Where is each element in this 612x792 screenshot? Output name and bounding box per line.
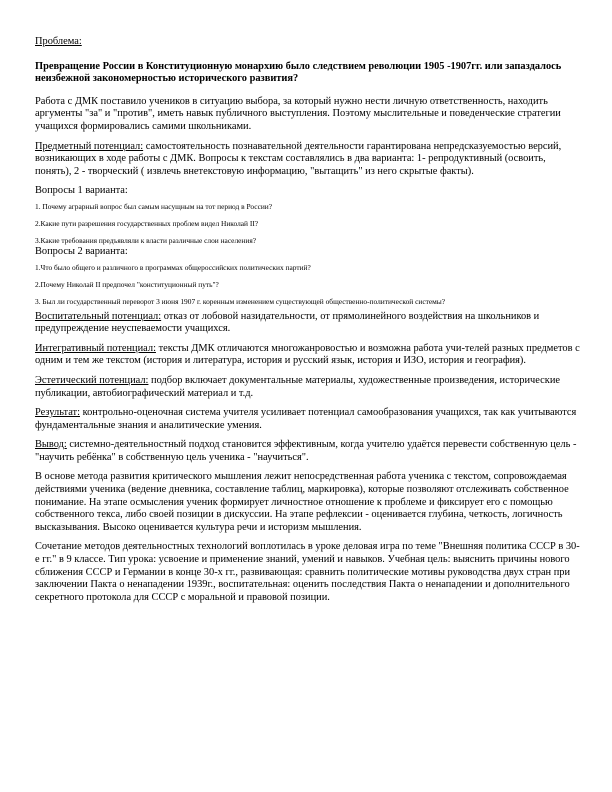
conclusion-text: системно-деятельностный подход становится эффективным, когда учителю удаётся перевести собственную цель - "научить ребёнка" в собственную цель ученика - "научиться". — [35, 439, 577, 463]
integrative-potential-text: тексты ДМК отличаются многожанровостью и возможна работа учи-телей разных предметов с одним и тем же текстом (история и литература, история и русский язык, история и ИЗО, история и география). — [35, 342, 580, 367]
document-page — [35, 36, 580, 611]
educational-potential-paragraph — [35, 311, 580, 336]
critical-thinking-paragraph: В основе метода развития критического мышления лежит непосредственная работа ученика с текстом, сопровождаемая действиями ученика (ведение дневника, составление таблиц, маркировка), которые позволяют отслеживать собственное понимание. На этапе осмысления ученик формирует личностное отношение к проблеме и фиксирует его с помощью собственного текса, либо своей позиции в дискуссии. На этапе рефлексии - оценивается глубина, четкость, логичность высказывания. Высоко оценивается культура речи и историзм мышления. — [35, 471, 569, 533]
result-paragraph — [35, 407, 580, 432]
lesson-paragraph: Сочетание методов деятельностных технологий воплотилась в уроке деловая игра по теме "Внешняя политика СССР в 30-е гг." в 9 классе. Тип урока: усвоение и применение знаний, умений и навыков. Учебная цель: выяснить причины нового сближения СССР и Германии в конце 30-х гг., развивающая: сравнить политические мотивы руководства двух стран при заключении Пакта о ненападении 1939г., воспитательная: оценить последствия Пакта о ненападении и дополнительного секретного протокола для СССР с моральной и правовой позиции. — [35, 541, 580, 603]
aesthetic-potential-label: Эстетический потенциал: — [35, 374, 149, 386]
variant1-question-1: 1. Почему аграрный вопрос был самым насущным на тот период в России? — [35, 201, 273, 211]
conclusion-paragraph — [35, 439, 580, 464]
subject-potential-text: самостоятельность познавательной деятельности гарантирована непредсказуемостью версий, возникающих в ходе работы с ДМК. Вопросы к текстам составлялись в два варианта: 1- репродуктивный (освоить, понять), 2 - творческий ( извлечь внетекстовую информацию, "вытащить" из него скрытые факты). — [35, 140, 562, 177]
educational-potential-text: отказ от лобовой назидательности, от прямолинейного воздействия на школьников и предупреждение неуспеваемости учащихся. — [35, 310, 540, 335]
result-text: контрольно-оценочная система учителя усиливает потенциал самообразования учащихся, так как учитываются фундаментальные знания и аналитические умения. — [35, 407, 577, 431]
integrative-potential-label: Интегративный потенциал: — [35, 342, 156, 354]
variant2-question-1: 1.Что было общего и различного в программах общероссийских политических партий? — [35, 262, 311, 272]
conclusion-label: Вывод: — [35, 439, 67, 451]
variant2-question-2: 2.Почему Николай II предпочел "конституционный путь"? — [35, 279, 219, 289]
educational-potential-label: Воспитательный потенциал: — [35, 310, 162, 322]
problem-heading: Проблема: — [35, 36, 82, 47]
subject-potential-label: Предметный потенциал: — [35, 140, 144, 152]
aesthetic-potential-text: подбор включает документальные материалы, художественные произведения, исторические публикации, автобиографический материал и т.д. — [35, 374, 560, 399]
aesthetic-potential-paragraph — [35, 375, 580, 400]
problem-title: Превращение России в Конституционную монархию было следствием революции 1905 -1907гг. или запаздалось неизбежной закономерностью исторического развития? — [35, 60, 562, 85]
variant1-question-2: 2.Какие пути разрешения государственных проблем видел Николай II? — [35, 218, 259, 228]
integrative-potential-paragraph — [35, 343, 580, 368]
result-label: Результат: — [35, 407, 80, 419]
variant2-title: Вопросы 2 варианта: — [35, 245, 128, 257]
intro-paragraph: Работа с ДМК поставило учеников в ситуацию выбора, за который нужно нести личную ответственность, находить аргументы "за" и "против", иметь навык публичного выступления. Поэтому мыслительные и поведенческие стратегии учащихся формировались самими школьниками. — [35, 95, 561, 132]
variant2-question-3: 3. Был ли государственный переворот 3 июня 1907 г. коренным изменением существующей общественно-политической системы? — [35, 296, 446, 306]
variant1-title: Вопросы 1 варианта: — [35, 185, 128, 197]
subject-potential-paragraph — [35, 141, 580, 179]
variant1-question-3: 3.Какие требования предъявляли к власти различные слои населения? — [35, 235, 257, 245]
